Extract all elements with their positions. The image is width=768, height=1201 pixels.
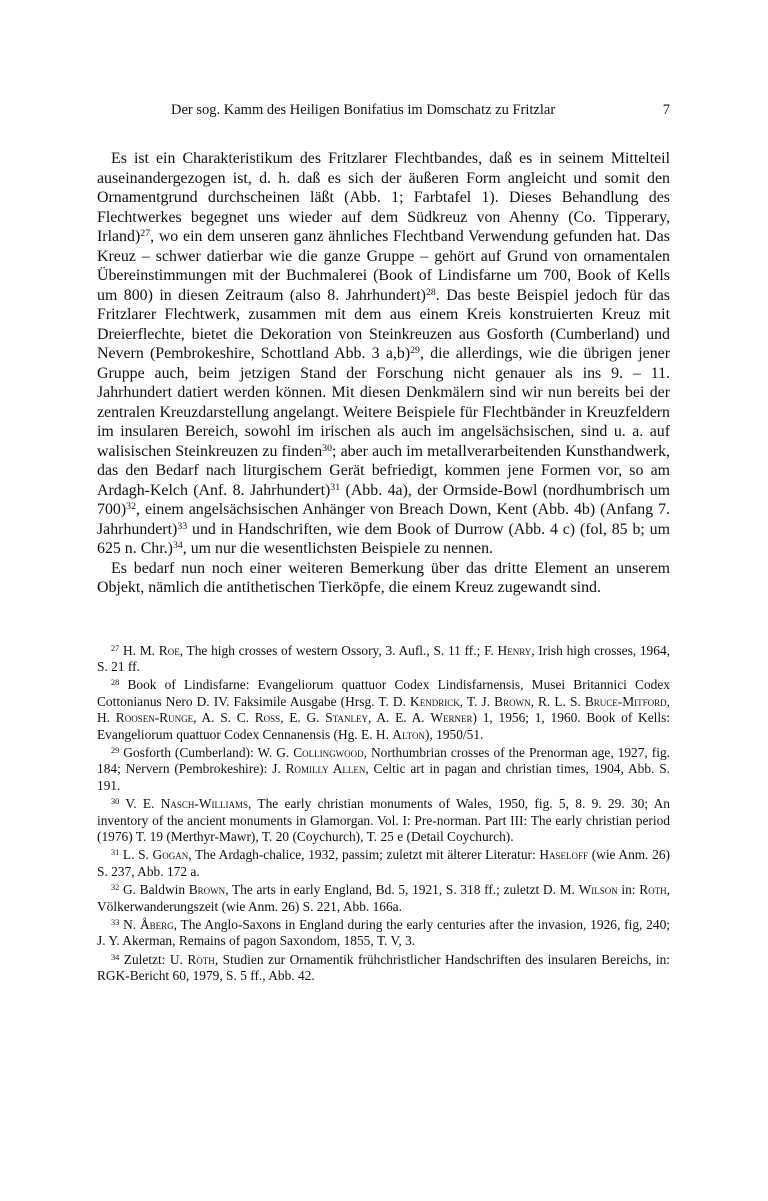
- footnote-ref: 27: [111, 643, 120, 653]
- text-run: , The high crosses of western Ossory, 3. Aufl., S. 11 ff.; F.: [179, 642, 498, 658]
- footnote-ref: 27: [140, 228, 151, 240]
- body-text: [97, 149, 670, 598]
- author-name: Stanley: [325, 710, 369, 726]
- text-run: . Das beste Beispiel jedoch für das Fritzlarer Flechtwerk, zusammen mit dem aus einem Kreis konstruierten Kreuz mit Dreierflechte, bietet die Dekoration von Steinkreuzen aus Gosforth (Cumberland) und Nevern (Pembrokeshire, Schottland Abb. 3 a,b): [97, 286, 670, 362]
- footnote-ref: 34: [172, 540, 183, 552]
- page: [97, 102, 670, 987]
- text-run: , A. E. A.: [368, 710, 431, 726]
- text-run: ; aber auch im metallverarbeitenden Kunsthandwerk, das den Bedarf nach liturgischem Gerät befriedigt, kommen jene Formen vor, so am Ardagh-Kelch (Anf. 8. Jahrhundert): [97, 442, 671, 499]
- author-name: Ross: [254, 710, 281, 726]
- author-name: Bruce-Mitford: [584, 693, 667, 709]
- author-name: Romilly Allen: [285, 761, 366, 777]
- running-header: [97, 102, 670, 126]
- author-name: Henry: [497, 642, 532, 658]
- footnote-ref: 30: [322, 442, 332, 454]
- text-run: Es ist ein Charakteristikum des Fritzlarer Flechtbandes, daß es in seinem Mittelteil auseinandergezogen ist, d. h. daß es sich der äußeren Form angleicht und somit den Ornamentgrund durchscheinen läßt (Abb. 1; Farbtafel 1). Dieses Behandlung des Flechtwerkes begegnet uns wieder auf dem Südkreuz von Ahenny (Co. Tipperary, Irland): [97, 150, 670, 245]
- text-run: , Völkerwanderungszeit (wie Anm. 26) S. 221, Abb. 166a.: [97, 882, 671, 914]
- author-name: Haseloff: [539, 847, 589, 863]
- footnotes: [97, 643, 670, 985]
- text-run: , E. G.: [280, 710, 326, 726]
- text-run: , The Ardagh-chalice, 1932, passim; zuletzt mit älterer Literatur:: [188, 847, 540, 863]
- footnote-ref: 30: [111, 797, 120, 807]
- text-run: , Studien zur Ornamentik frühchristlicher Handschriften des insularen Bereichs, in: RGK-Bericht 60, 1979, S. 5 ff., Abb. 42.: [97, 951, 670, 984]
- author-name: Roosen-Runge: [115, 710, 194, 726]
- footnote: [97, 677, 670, 743]
- text-run: , wo ein dem unseren ganz ähnliches Flechtband Verwendung gefunden hat. Das Kreuz – schwer datierbar wie die ganze Gruppe – gehört auf Grund von ornamentalen Übereinstimmungen mit der Buchmalerei (Book of Lindisfarne um 700, Book of Kells um 800) in diesen Zeitraum (also 8. Jahrhundert): [97, 228, 670, 304]
- text-run: in:: [617, 882, 640, 898]
- text-run: , einem angelsächsischen Anhänger von Breach Down, Kent (Abb. 4b) (Anfang 7. Jahrhundert): [97, 501, 670, 538]
- author-name: Åberg: [139, 917, 174, 932]
- text-run: , die allerdings, wie die übrigen jener Gruppe auch, beim jetzigen Stand der Forschung nicht genauer als ins 9. – 11. Jahrhundert datiert werden können. Mit diesen Denkmälern sind wir nun bereits bei der zentralen Kreuzdarstellung angelangt. Weitere Beispiele für Flechtbänder in Kreuzfeldern im insularen Bereich, sowohl im irischen als auch im angelsächsischen, sind u. a. auf walisischen Steinkreuzen zu finden: [97, 345, 670, 460]
- text-run: , H.: [97, 693, 670, 726]
- text-run: , Celtic art in pagan and christian times, 1904, Abb. S. 191.: [97, 761, 670, 793]
- author-name: Collingwood: [293, 744, 364, 760]
- footnote-ref: 33: [177, 520, 188, 532]
- author-name: Nasch-Williams: [160, 796, 249, 812]
- author-name: Alton: [392, 726, 425, 742]
- text-run: , The Anglo-Saxons in England during the early centuries after the invasion, 1926, fig, 240; J. Y. Akerman, Remains of pagon Saxondom, 1855, T. V, 3.: [97, 917, 670, 949]
- paragraph: [97, 559, 670, 598]
- text-run: L. S.: [119, 847, 153, 863]
- footnote-ref: 32: [126, 501, 136, 513]
- page-number: 7: [662, 102, 670, 118]
- author-name: Brown: [188, 882, 226, 898]
- footnote-ref: 31: [330, 481, 341, 493]
- text-run: , R. L. S.: [530, 693, 585, 709]
- author-name: Gogan: [152, 847, 189, 863]
- author-name: Roth: [639, 882, 667, 898]
- text-run: Book of Lindisfarne: Evangeliorum quattuor Codex Lindisfarnensis, Musei Britannici Codex Cottonianus Nero D. IV. Faksimile Ausgabe (Hrsg. T. D.: [97, 677, 670, 709]
- author-name: Kendrick: [410, 693, 460, 709]
- text-run: ), 1950/51.: [424, 726, 484, 742]
- footnote-ref: 29: [410, 345, 420, 357]
- footnote-ref: 28: [425, 286, 436, 298]
- footnote-ref: 33: [111, 917, 120, 927]
- paragraph: [97, 149, 670, 559]
- footnote: [97, 882, 670, 915]
- text-run: N.: [119, 917, 140, 932]
- footnote: [97, 952, 670, 985]
- text-run: , Irish high crosses, 1964, S. 21 ff.: [97, 642, 670, 674]
- running-title: Der sog. Kamm des Heiligen Bonifatius im Domschatz zu Fritzlar: [171, 102, 556, 118]
- text-run: H. M.: [119, 642, 159, 658]
- footnote: [97, 745, 670, 794]
- author-name: Werner: [430, 710, 473, 726]
- text-run: Es bedarf nun noch einer weiteren Bemerkung über das dritte Element an unserem Objekt, nämlich die antithetischen Tierköpfe, die einem Kreuz zugewandt sind.: [97, 559, 670, 596]
- text-run: und in Handschriften, wie dem Book of Durrow (Abb. 4 c) (fol, 85 b; um 625 n. Chr.): [97, 520, 670, 557]
- footnote-ref: 29: [111, 745, 120, 755]
- text-run: (Abb. 4a), der Ormside-Bowl (nordhumbrisch um 700): [97, 481, 670, 518]
- text-run: ) 1, 1956; 1, 1960. Book of Kells: Evangeliorum quattuor Codex Cennanensis (Hg. E. H.: [97, 710, 671, 742]
- footnote: [97, 847, 670, 880]
- author-name: Wilson: [578, 882, 618, 898]
- text-run: , The early christian monuments of Wales, 1950, fig. 5, 8. 9. 29. 30; An inventory of the ancient monuments in Glamorgan. Vol. I: Pre-norman. Part III: The early christian period (1976) T. 19 (Merthyr-Mawr), T. 20 (Coychurch), T. 25 e (Detail Coychurch).: [97, 796, 670, 844]
- text-run: V. E.: [119, 796, 161, 812]
- footnote-ref: 32: [111, 883, 120, 893]
- text-run: , Northumbrian crosses of the Prenorman age, 1927, fig. 184; Nervern (Pembrokeshire): J.: [97, 744, 670, 777]
- author-name: Brown: [494, 693, 531, 709]
- footnote-ref: 28: [111, 678, 120, 688]
- text-run: G. Baldwin: [119, 882, 189, 898]
- text-run: , T. J.: [459, 693, 495, 709]
- footnote: [97, 917, 670, 950]
- footnote-ref: 31: [111, 848, 120, 858]
- footnote: [97, 643, 670, 676]
- text-run: (wie Anm. 26) S. 237, Abb. 172 a.: [97, 847, 671, 879]
- footnote: [97, 796, 670, 845]
- author-name: Roth: [187, 951, 215, 967]
- text-run: Zuletzt: U.: [119, 951, 188, 967]
- text-run: , The arts in early England, Bd. 5, 1921, S. 318 ff.; zuletzt D. M.: [225, 882, 579, 898]
- text-run: , um nur die wesentlichsten Beispiele zu nennen.: [182, 540, 494, 557]
- author-name: Roe: [158, 642, 180, 658]
- footnote-ref: 34: [111, 952, 120, 962]
- text-run: , A. S. C.: [193, 710, 255, 726]
- text-run: Gosforth (Cumberland): W. G.: [119, 744, 294, 760]
